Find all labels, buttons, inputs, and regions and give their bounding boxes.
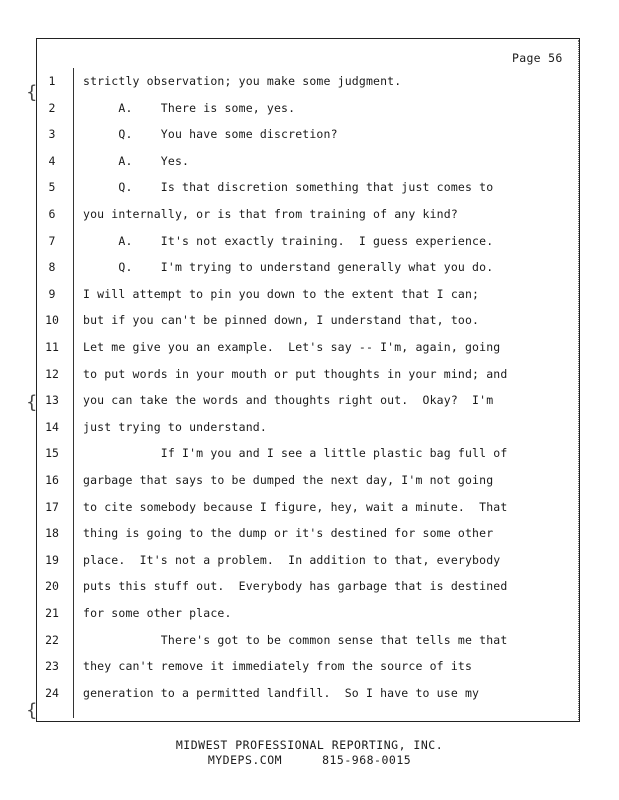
transcript-line — [0, 340, 619, 360]
line-text: If I'm you and I see a little plastic bag full of — [83, 446, 508, 461]
line-text: There's got to be common sense that tells me that — [83, 632, 508, 647]
line-number: 1 — [48, 74, 56, 88]
line-text: you can take the words and thoughts right out. Okay? I'm — [83, 393, 494, 408]
line-number: 7 — [48, 233, 56, 248]
transcript-line — [0, 659, 619, 679]
line-number: 10 — [45, 313, 59, 328]
line-number: 8 — [48, 260, 56, 275]
line-text: they can't remove it immediately from the source of its — [83, 659, 473, 674]
transcript-line — [0, 287, 619, 307]
footer-contact — [0, 753, 619, 767]
line-number: 9 — [48, 286, 56, 301]
line-text: Let me give you an example. Let's say -- I'm, again, going — [83, 340, 501, 354]
line-number: 24 — [45, 685, 59, 700]
line-number: 18 — [45, 526, 59, 541]
line-number: 15 — [45, 446, 59, 461]
line-number: 21 — [45, 606, 59, 620]
transcript-line — [0, 367, 619, 387]
transcript-line — [0, 579, 619, 599]
transcript-line — [0, 553, 619, 573]
line-text: but if you can't be pinned down, I understand that, too. — [83, 313, 480, 328]
line-number: 6 — [48, 207, 56, 221]
transcript-line — [0, 180, 619, 200]
line-text: Q. Is that discretion something that just comes to — [83, 180, 494, 195]
line-number: 5 — [48, 180, 56, 195]
line-text: strictly observation; you make some judgment. — [83, 74, 402, 88]
transcript-line — [0, 500, 619, 520]
line-text: garbage that says to be dumped the next day, I'm not going — [83, 473, 494, 487]
line-text: to put words in your mouth or put thoughts in your mind; and — [83, 366, 508, 381]
line-number: 11 — [45, 340, 59, 354]
line-number: 14 — [45, 419, 59, 434]
footer-website: MYDEPS.COM — [207, 753, 283, 767]
line-text: place. It's not a problem. In addition to that, everybody — [83, 552, 501, 567]
line-number: 13 — [45, 393, 59, 408]
line-text: I will attempt to pin you down to the extent that I can; — [83, 286, 480, 301]
page-number: Page 56 — [512, 51, 563, 65]
line-text: just trying to understand. — [83, 419, 267, 434]
transcript-line — [0, 420, 619, 440]
line-text: Q. You have some discretion? — [83, 127, 338, 142]
transcript-line — [0, 74, 619, 94]
line-text: for some other place. — [83, 606, 232, 620]
line-number: 20 — [45, 579, 59, 594]
line-number: 22 — [45, 632, 59, 647]
line-number: 2 — [48, 100, 56, 115]
transcript-line — [0, 606, 619, 626]
line-text: generation to a permitted landfill. So I have to use my — [83, 685, 480, 700]
transcript-line — [0, 393, 619, 413]
footer-phone: 815-968-0015 — [322, 753, 412, 767]
line-text: to cite somebody because I figure, hey, wait a minute. That — [83, 499, 508, 514]
transcript-line — [0, 526, 619, 546]
transcript-line — [0, 633, 619, 653]
transcript-line — [0, 154, 619, 174]
transcript-line — [0, 127, 619, 147]
line-number: 12 — [45, 366, 59, 381]
line-text: A. Yes. — [83, 153, 190, 168]
transcript-line — [0, 473, 619, 493]
line-text: puts this stuff out. Everybody has garbage that is destined — [83, 579, 508, 594]
transcript-line — [0, 234, 619, 254]
transcript-line — [0, 446, 619, 466]
line-number: 3 — [48, 127, 56, 142]
line-number: 4 — [48, 153, 56, 168]
line-text: you internally, or is that from training of any kind? — [83, 207, 458, 221]
margin-bracket-mark: { — [26, 82, 38, 103]
margin-bracket-mark: { — [26, 392, 38, 413]
margin-bracket-mark: { — [26, 700, 38, 721]
transcript-line — [0, 686, 619, 706]
line-text: A. It's not exactly training. I guess experience. — [83, 233, 494, 248]
line-text: thing is going to the dump or it's destined for some other — [83, 526, 494, 541]
line-number: 23 — [45, 659, 59, 674]
line-number: 19 — [45, 552, 59, 567]
transcript-line — [0, 101, 619, 121]
transcript-line — [0, 313, 619, 333]
transcript-line — [0, 260, 619, 280]
line-text: A. There is some, yes. — [83, 100, 296, 115]
footer-company: MIDWEST PROFESSIONAL REPORTING, INC. — [175, 738, 444, 752]
line-number: 17 — [45, 499, 59, 514]
line-text: Q. I'm trying to understand generally what you do. — [83, 260, 494, 275]
transcript-line — [0, 207, 619, 227]
line-number: 16 — [45, 473, 59, 487]
